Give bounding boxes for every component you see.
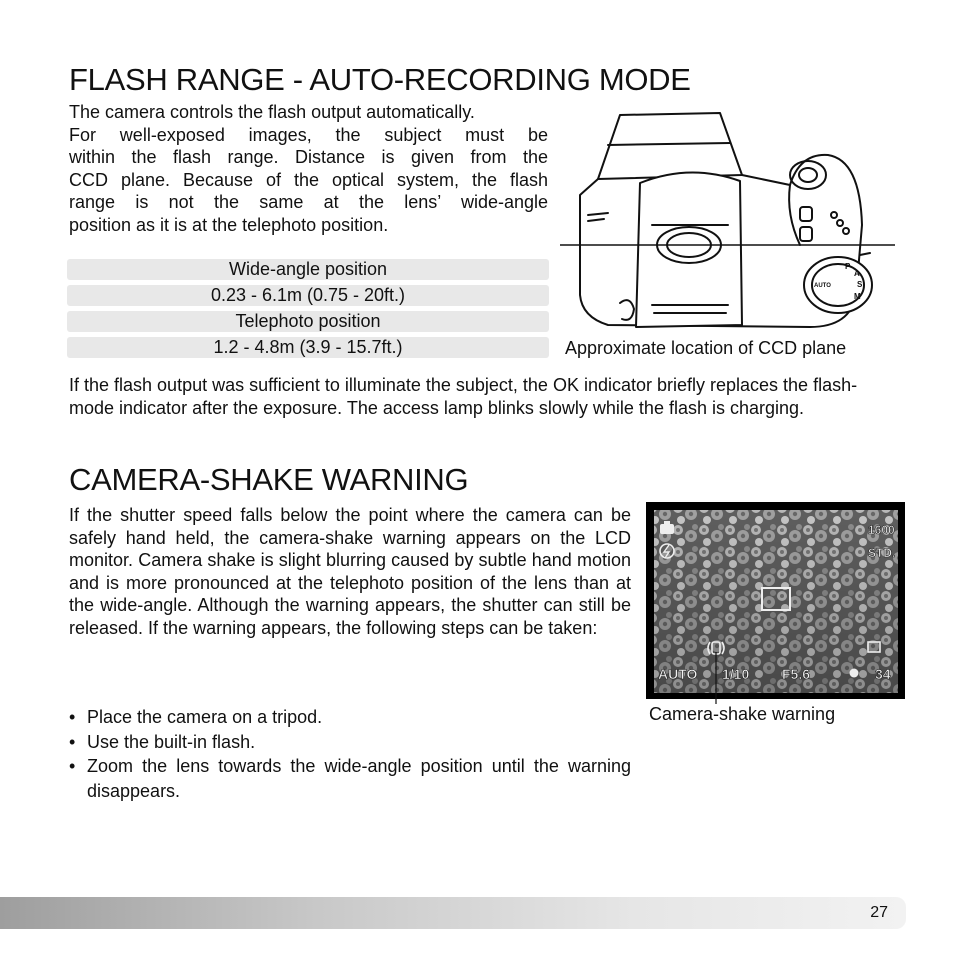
camera-shake-leader-line xyxy=(700,652,740,704)
intro-line: For well-exposed images, the subject must be xyxy=(69,124,548,145)
list-item: • Place the camera on a tripod. xyxy=(69,707,323,727)
intro-line: range is not the same at the lens’ wide-angle xyxy=(69,192,548,213)
dial-label-auto: AUTO xyxy=(814,283,831,289)
step-text: Place the camera on a tripod. xyxy=(87,707,323,727)
range-row-tele-label: Telephoto position xyxy=(67,311,549,332)
footer-bar xyxy=(0,897,906,929)
camera-shake-caption: Camera-shake warning xyxy=(649,704,836,724)
image-quality-readout: STD. xyxy=(868,546,896,560)
range-row-wide-label: Wide-angle position xyxy=(67,259,549,280)
list-item: • Use the built-in flash. xyxy=(69,731,256,752)
section-title-camera-shake: CAMERA-SHAKE WARNING xyxy=(69,462,469,497)
range-row-wide-value: 0.23 - 6.1m (0.75 - 20ft.) xyxy=(67,285,549,306)
intro-line: position as it is at the telephoto position. xyxy=(69,214,389,235)
flash-range-intro xyxy=(69,101,548,237)
camera-shake-body: If the shutter speed falls below the point where the camera can be safely hand held, the camera-shake warning appears on the LCD monitor. Camera shake is slight blurring caused by subtle hand motion and is more pronounced at the telephoto position of the lens than at the wide-angle. Although the warning appears, the shutter can still be released. If the warning appears, the following steps can be taken: xyxy=(69,505,631,638)
intro-line: within the flash range. Distance is given from the xyxy=(69,147,548,168)
step-text: Zoom the lens towards the wide-angle position until the warning disappears. xyxy=(87,756,631,801)
flash-output-note: If the flash output was sufficient to illuminate the subject, the OK indicator briefly replaces the flash-mode indicator after the exposure. The access lamp blinks slowly while the flash is charging. xyxy=(69,375,858,418)
camera-shake-steps xyxy=(69,705,631,803)
step-text: Use the built-in flash. xyxy=(87,731,256,752)
flash-range-table xyxy=(67,259,549,363)
camera-top-view-illustration xyxy=(560,105,895,340)
frame-counter-readout: 34 xyxy=(875,666,891,682)
aperture-readout: F5.6 xyxy=(782,666,811,682)
ccd-plane-caption: Approximate location of CCD plane xyxy=(565,338,847,358)
dial-label-m: M xyxy=(854,292,861,301)
range-row-tele-value: 1.2 - 4.8m (3.9 - 15.7ft.) xyxy=(67,337,549,358)
list-item: • Zoom the lens towards the wide-angle position until the warning disappears. xyxy=(69,756,631,801)
page-number: 27 xyxy=(870,904,888,921)
lcd-monitor-screenshot xyxy=(646,502,905,699)
shutter-speed-readout: 1/10 xyxy=(722,666,750,682)
image-size-readout: 1600 xyxy=(868,523,895,537)
intro-line: The camera controls the flash output automatically. xyxy=(69,102,475,122)
exposure-mode-readout: AUTO xyxy=(658,666,698,682)
record-indicator-icon xyxy=(850,669,859,678)
dial-label-p: P xyxy=(845,262,851,271)
intro-line: CCD plane. Because of the optical system, the flash xyxy=(69,169,548,190)
dial-label-s: S xyxy=(857,280,863,289)
section-title-flash-range: FLASH RANGE - AUTO-RECORDING MODE xyxy=(69,62,691,97)
dial-label-a: A xyxy=(854,269,860,278)
